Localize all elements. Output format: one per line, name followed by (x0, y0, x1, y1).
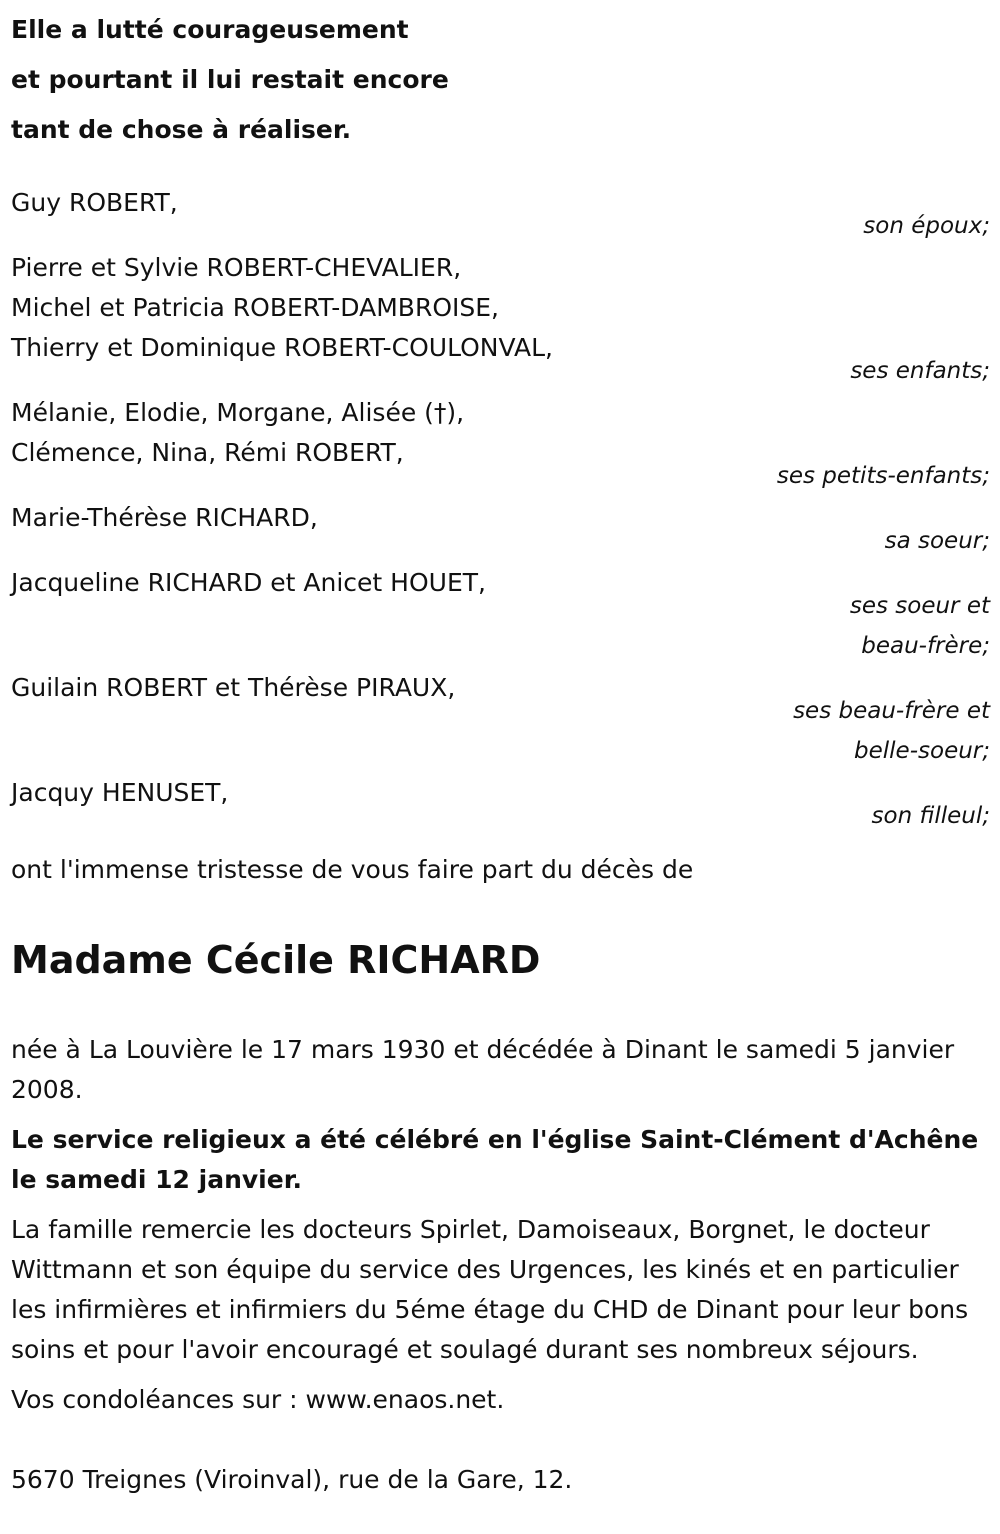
family-name-line: Pierre et Sylvie ROBERT-CHEVALIER, (11, 253, 462, 282)
family-group-in-laws (11, 668, 990, 771)
birth-death-text: née à La Louvière le 17 mars 1930 et décédée à Dinant le samedi 5 janvier 2008. (11, 1035, 955, 1104)
family-group-godson (11, 773, 990, 836)
verse-line: Elle a lutté courageusement (11, 15, 409, 44)
family-names (11, 248, 990, 368)
family-group-grandchildren (11, 393, 990, 496)
relation-line: ses enfants; (850, 358, 990, 384)
thanks-text: La famille remercie les docteurs Spirlet, Damoiseaux, Borgnet, le docteur Wittmann et son équipe du service des Urgences, les kinés et en particulier les infirmières et infirmiers du 5éme étage du CHD de Dinant pour leur bons soins et pour l'avoir encouragé et soulagé durant ses nombreux séjours. (11, 1215, 969, 1364)
relation-line: sa soeur; (884, 528, 990, 554)
family-name-line: Clémence, Nina, Rémi ROBERT, (11, 438, 404, 467)
relation-line: beau-frère; (861, 633, 990, 659)
family-name-line: Jacqueline RICHARD et Anicet HOUET, (11, 568, 486, 597)
family-name-line: Michel et Patricia ROBERT-DAMBROISE, (11, 293, 499, 322)
family-name-line: Guy ROBERT, (11, 188, 178, 217)
family-name-line: Marie-Thérèse RICHARD, (11, 503, 318, 532)
family-name-line: Jacquy HENUSET, (11, 778, 229, 807)
obituary-notice (11, 5, 990, 1500)
service-text: Le service religieux a été célébré en l'église Saint-Clément d'Achêne le samedi 12 janvier. (11, 1125, 979, 1194)
announcement-text: ont l'immense tristesse de vous faire part du décès de (11, 855, 694, 884)
family-group-sister (11, 498, 990, 561)
relation-line: ses petits-enfants; (776, 463, 990, 489)
family-name-line: Mélanie, Elodie, Morgane, Alisée (†), (11, 398, 465, 427)
address-text: 5670 Treignes (Viroinval), rue de la Gare, 12. (11, 1465, 573, 1494)
verse-line: et pourtant il lui restait encore (11, 65, 449, 94)
condolences-text: Vos condoléances sur : www.enaos.net. (11, 1385, 505, 1414)
relation-line: son époux; (863, 213, 990, 239)
relation-line: ses soeur et (849, 593, 990, 619)
relation-line: belle-soeur; (854, 738, 990, 764)
family-name-line: Guilain ROBERT et Thérèse PIRAUX, (11, 673, 456, 702)
family-name-line: Thierry et Dominique ROBERT-COULONVAL, (11, 333, 553, 362)
family-group-spouse (11, 183, 990, 246)
family-group-sister-brother-in-law (11, 563, 990, 666)
relation-line: son filleul; (871, 803, 990, 829)
verse-line: tant de chose à réaliser. (11, 115, 352, 144)
relation-line: ses beau-frère et (793, 698, 990, 724)
deceased-name: Madame Cécile RICHARD (11, 938, 541, 982)
opening-verse (11, 5, 990, 155)
family-group-children (11, 248, 990, 391)
